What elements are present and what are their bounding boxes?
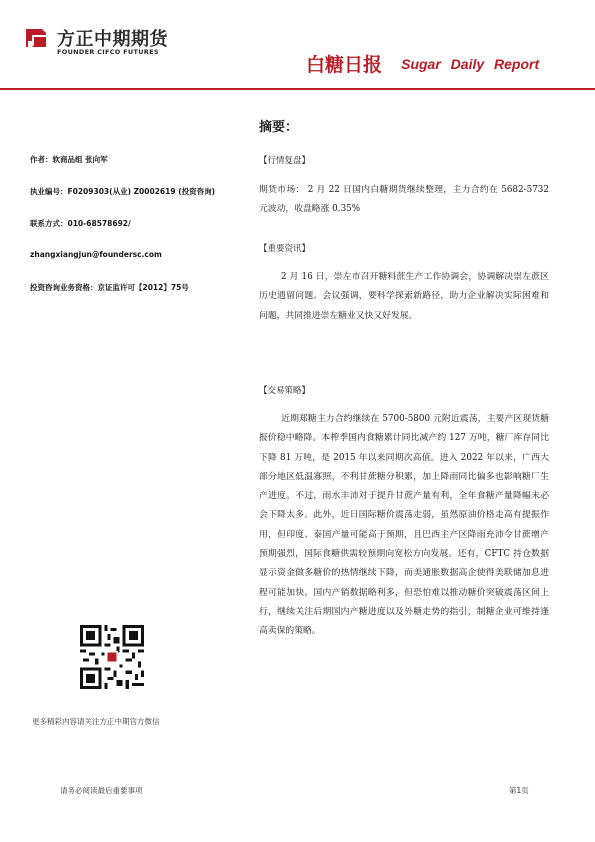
section-heading-news: 【重要资讯】 — [259, 244, 311, 254]
qualification-line: 投资咨询业务资格：京证监许可【2012】75号 — [30, 283, 189, 292]
page-number: 第1页 — [509, 786, 529, 795]
footer-notice: 请务必阅读最后重要事项 — [60, 786, 143, 795]
report-title-cn: 白糖日报 — [306, 54, 383, 76]
summary-title: 摘要： — [259, 120, 299, 135]
section-text-news: 2 月 16 日，崇左市召开糖料蔗生产工作协调会，协调解决崇左蔗区历史遗留问题。会议强调，要科学探索新路径，助力企业解决实际困难和问题，共同推进崇左糖业又快又好发展。 — [259, 272, 549, 321]
header-divider — [0, 88, 595, 90]
logo-chinese-name: 方正中期期货 — [57, 29, 168, 50]
report-title-en: Sugar Daily Report — [401, 55, 540, 72]
email-line: zhangxiangjun@foundersc.com — [30, 250, 162, 259]
author-line: 作者：软商品组 张向军 — [30, 155, 108, 164]
section-text-strategy: 近期郑糖主力合约继续在 5700-5800 元附近震荡，主要产区现货糖报价稳中略降。本榨季国内食糖累计同比减产约 127 万吨，糖厂库存同比下降 81 万吨，是 2015 年以来同期次高值。进入 2022 年以来，广西大部分地区低温寡照，不利甘蔗糖分积累，加上降雨同比偏多也影响糖厂生产进度。不过，雨水丰沛对于提升甘蔗产量有利，全年食糖产量降幅未必会下降太多。此外，近日国际糖价震荡走弱，虽然原油价格走高有提振作用，但印度、泰国产量可能高于预期，且巴西主产区降雨充沛令甘蔗增产预期强烈，国际食糖供需较预期向宽松方向发展。还有，CFTC 持仓数据显示资金做多糖价的热情继续下降，而美通胀数据高企使得美联储加息进程可能加快。国内产销数据略利多，但恐怕难以推动糖价突破震荡区间上行，继续关注后期国内产糖进度以及外糖走势的指引，制糖企业可维持逢高卖保的策略。 — [259, 414, 549, 637]
founder-logo-icon — [24, 27, 48, 49]
qr-caption: 更多精彩内容请关注方正中期官方微信 — [32, 717, 160, 726]
section-heading-market-review: 【行情复盘】 — [259, 156, 311, 166]
license-line: 执业编号：F0209303(从业) Z0002619 (投资咨询) — [30, 187, 216, 196]
contact-line: 联系方式：010-68578692/ — [30, 219, 131, 228]
report-title — [306, 50, 539, 77]
wechat-qr-code-icon — [80, 625, 144, 689]
section-text-market-review: 期货市场： 2 月 22 日国内白糖期货继续整理，主力合约在 5682-5732 元波动，收盘略涨 0.35% — [259, 185, 549, 215]
section-heading-strategy: 【交易策略】 — [259, 386, 311, 396]
logo-english-name: FOUNDER CIFCO FUTURES — [57, 48, 159, 56]
